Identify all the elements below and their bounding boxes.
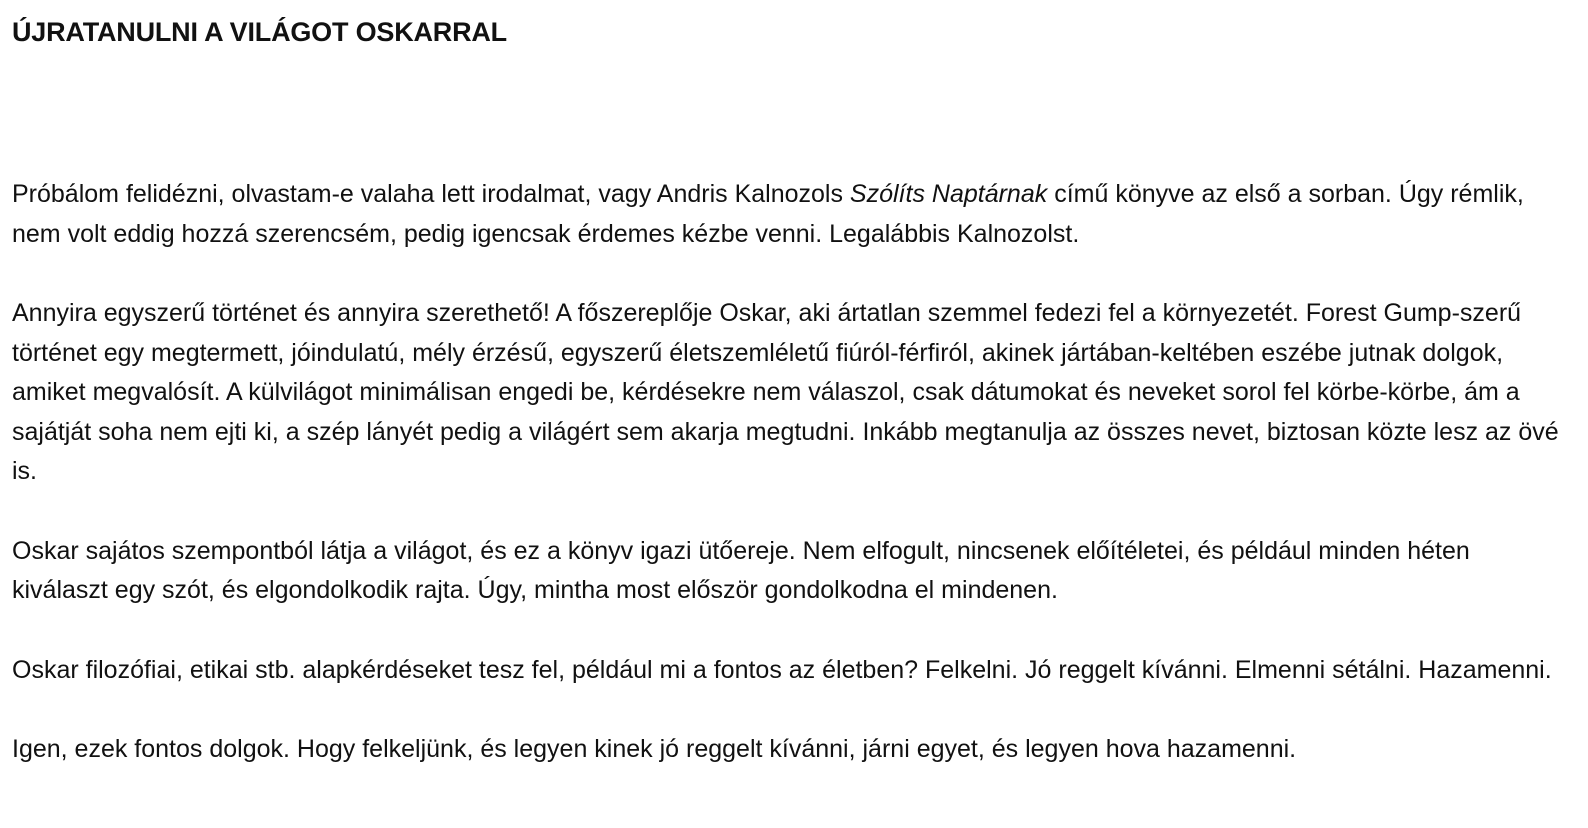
paragraph-intro	[12, 175, 1572, 254]
paragraph-intro-before: Próbálom felidézni, olvastam-e valaha lett irodalmat, vagy Andris Kalnozols	[12, 180, 850, 208]
paragraph-conclusion: Igen, ezek fontos dolgok. Hogy felkeljünk, és legyen kinek jó reggelt kívánni, járni egyet, és legyen hova hazamenni.	[12, 735, 1297, 763]
article	[12, 14, 1572, 770]
paragraph-questions: Oskar filozófiai, etikai stb. alapkérdéseket tesz fel, például mi a fontos az életben? Felkelni. Jó reggelt kívánni. Elmenni sétálni. Hazamenni.	[12, 655, 1552, 684]
article-title: ÚJRATANULNI A VILÁGOT OSKARRAL	[12, 17, 507, 47]
paragraph-viewpoint: Oskar sajátos szempontból látja a világot, és ez a könyv igazi ütőereje. Nem elfogult, nincsenek előítéletei, és például minden héten kiválaszt egy szót, és elgondolkodik rajta. Úgy, mintha most először gondolkodna el mindenen.	[12, 536, 1470, 604]
article-content	[12, 175, 1572, 770]
paragraph-story: Annyira egyszerű történet és annyira szerethető! A főszereplője Oskar, aki ártatlan szemmel fedezi fel a környezetét. Forest Gump-szerű történet egy megtermett, jóindulatú, mély érzésű, egyszerű életszemléletű fiúról-férfiról, akinek jártában-keltében eszébe jutnak dolgok, amiket megvalósít. A külvilágot minimálisan engedi be, kérdésekre nem válaszol, csak dátumokat és neveket sorol fel körbe-körbe, ám a sajátját soha nem ejti ki, a szép lányét pedig a világért sem akarja megtudni. Inkább megtanulja az összes nevet, biztosan közte lesz az övé is.	[12, 299, 1559, 485]
book-title: Szólíts Naptárnak	[849, 180, 1048, 208]
paragraph-intro-after: című könyve az első a sorban. Úgy rémlik, nem volt eddig hozzá szerencsém, pedig igencsak érdemes kézbe venni. Legalábbis Kalnozolst.	[12, 180, 1524, 248]
